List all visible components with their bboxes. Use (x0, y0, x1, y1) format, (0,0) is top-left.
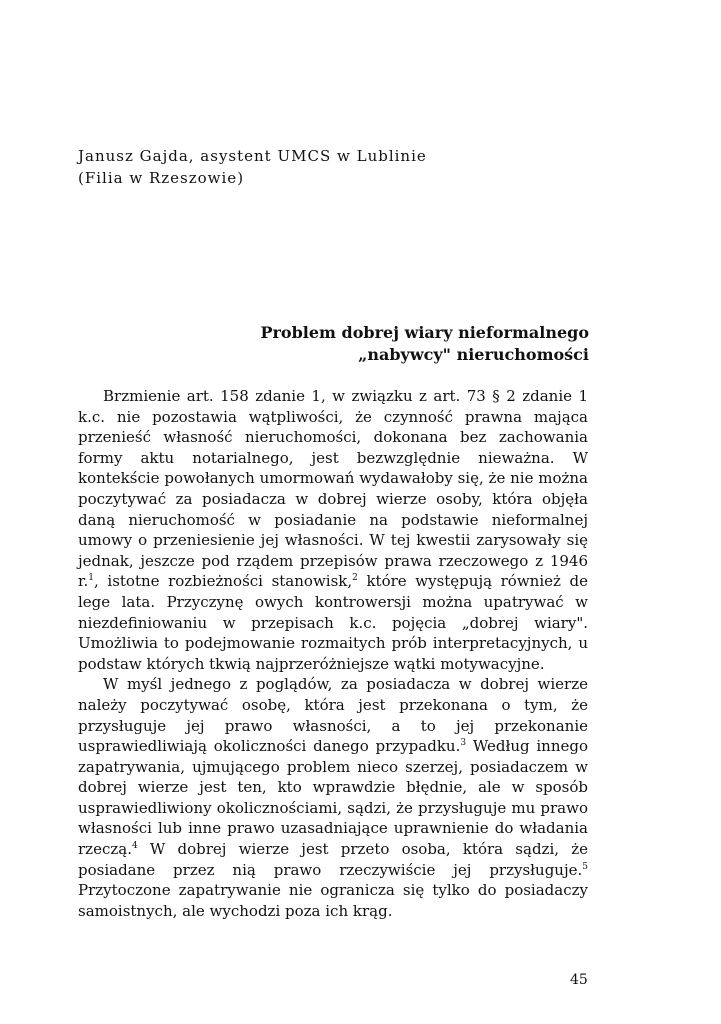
author-affiliation (78, 145, 427, 189)
paragraph-text: które występują również de lege lata. Przyczynę owych kontrowersji można upatrywać w niezdefiniowaniu w przepisach k.c. pojęcia „dobrej wiary". Umożliwia to podejmowanie rozmaitych prób interpretacyjnych, u podstaw których tkwią najprzeróżniejsze wątki motywacyjne. (78, 572, 588, 673)
article-body (78, 386, 588, 921)
article-title (260, 322, 589, 366)
paragraph-text: W myśl jednego z poglądów, za posiadacza w dobrej wierze należy poczytywać osobę, która jest przekonana o tym, że przysługuje jej prawo własności, a to jej przekonanie usprawiedliwiają okoliczności danego przypadku. (78, 675, 588, 756)
article-title-line-2: „nabywcy" nieruchomości (358, 345, 589, 364)
paragraph-2 (78, 674, 588, 921)
paragraph-text: W dobrej wierze jest przeto osoba, która sądzi, że posiadane przez nią prawo rzeczywiście jej przysługuje. (78, 840, 588, 879)
paragraph-text: Brzmienie art. 158 zdanie 1, w związku z art. 73 § 2 zdanie 1 k.c. nie pozostawia wątpliwości, że czynność prawna mająca przenieść własność nieruchomości, dokonana bez zachowania formy aktu notarialnego, jest bezwzględnie nieważna. W kontekście powołanych umormowań wydawałoby się, że nie można poczytywać za posiadacza w dobrej wierze osoby, która objęła daną nieruchomość w posiadanie na podstawie nieformalnej umowy o przeniesienie jej własności. W tej kwestii zarysowały się jednak, jeszcze pod rządem przepisów prawa rzeczowego z 1946 r. (78, 387, 588, 591)
footnote-ref-1: 1 (88, 573, 95, 584)
footnote-ref-5: 5 (582, 861, 588, 872)
author-name-line: Janusz Gajda, asystent UMCS w Lublinie (78, 147, 427, 165)
paragraph-text: Przytoczone zapatrywanie nie ogranicza się tylko do posiadaczy samoistnych, ale wychodzi poza ich krąg. (78, 881, 588, 920)
footnote-ref-2: 2 (352, 573, 358, 584)
paragraph-text: , istotne rozbieżności stanowisk, (94, 572, 353, 591)
paragraph-text: Według innego zapatrywania, ujmującego problem nieco szerzej, posiadaczem w dobrej wierze jest ten, kto wprawdzie błędnie, ale w sposób usprawiedliwiony okolicznościami, sądzi, że przysługuje mu prawo własności lub inne prawo uzasadniające uprawnienie do władania rzeczą. (78, 737, 589, 859)
footnote-ref-4: 4 (131, 841, 138, 852)
page-number: 45 (570, 972, 588, 988)
paragraph-1 (78, 386, 588, 674)
author-branch-line: (Filia w Rzeszowie) (78, 169, 245, 187)
footnote-ref-3: 3 (460, 738, 467, 749)
article-title-line-1: Problem dobrej wiary nieformalnego (260, 323, 589, 342)
